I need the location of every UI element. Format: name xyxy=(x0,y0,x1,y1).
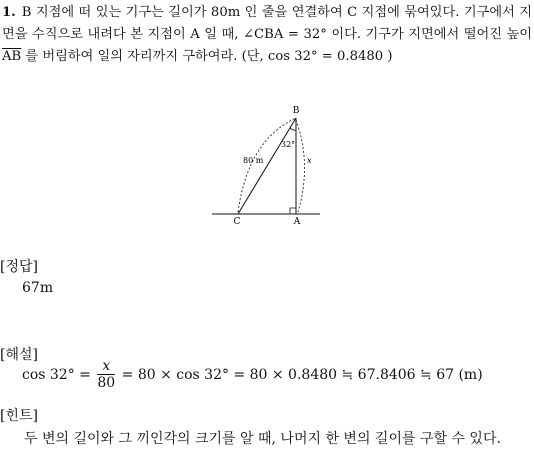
hint-label: [힌트] xyxy=(0,408,38,424)
hint-text: 두 변의 길이와 그 끼인각의 크기를 알 때, 나머지 한 변의 길이를 구할 수 있다. xyxy=(24,431,501,447)
problem-text: B 지점에 떠 있는 기구는 길이가 80m 인 줄을 연결하여 C 지점에 묶여있다. 기구에서 지면을 수직으로 내려다 본 지점이 A 일 때, ∠CBA = 32° 이다. 기구가 지면에서 떨어진 높이 xyxy=(2,5,532,42)
fraction-numerator: x xyxy=(97,359,115,375)
formula-fraction xyxy=(97,359,115,391)
formula-rhs: = 80 × cos 32° = 80 × 0.8480 ≒ 67.8406 ≒ 67 (m) xyxy=(121,367,483,383)
formula-lhs: cos 32° = xyxy=(22,367,91,383)
answer-value: 67m xyxy=(22,280,54,296)
label-a: A xyxy=(293,217,301,227)
segment-ab: $\overline{AB}$ xyxy=(2,49,22,64)
right-angle-mark xyxy=(290,208,296,214)
angle-arc xyxy=(290,128,296,130)
label-x: x xyxy=(307,156,312,165)
label-b: B xyxy=(292,106,300,116)
label-length: 80 m xyxy=(243,156,264,165)
answer-label: [정답] xyxy=(0,259,38,275)
label-c: C xyxy=(233,217,241,227)
problem-text-after: 를 버림하여 일의 자리까지 구하여라. (단, cos 32° = 0.8480 ) xyxy=(25,49,393,64)
problem-statement xyxy=(2,2,532,68)
label-angle: 32° xyxy=(281,140,296,149)
fraction-denominator: 80 xyxy=(97,375,116,391)
height-arc xyxy=(296,120,305,212)
explanation-label: [해설] xyxy=(0,347,38,363)
problem-number: 1. xyxy=(2,5,16,20)
rope-line xyxy=(238,118,296,214)
explanation-formula xyxy=(22,359,483,391)
balloon-diagram xyxy=(200,100,330,230)
